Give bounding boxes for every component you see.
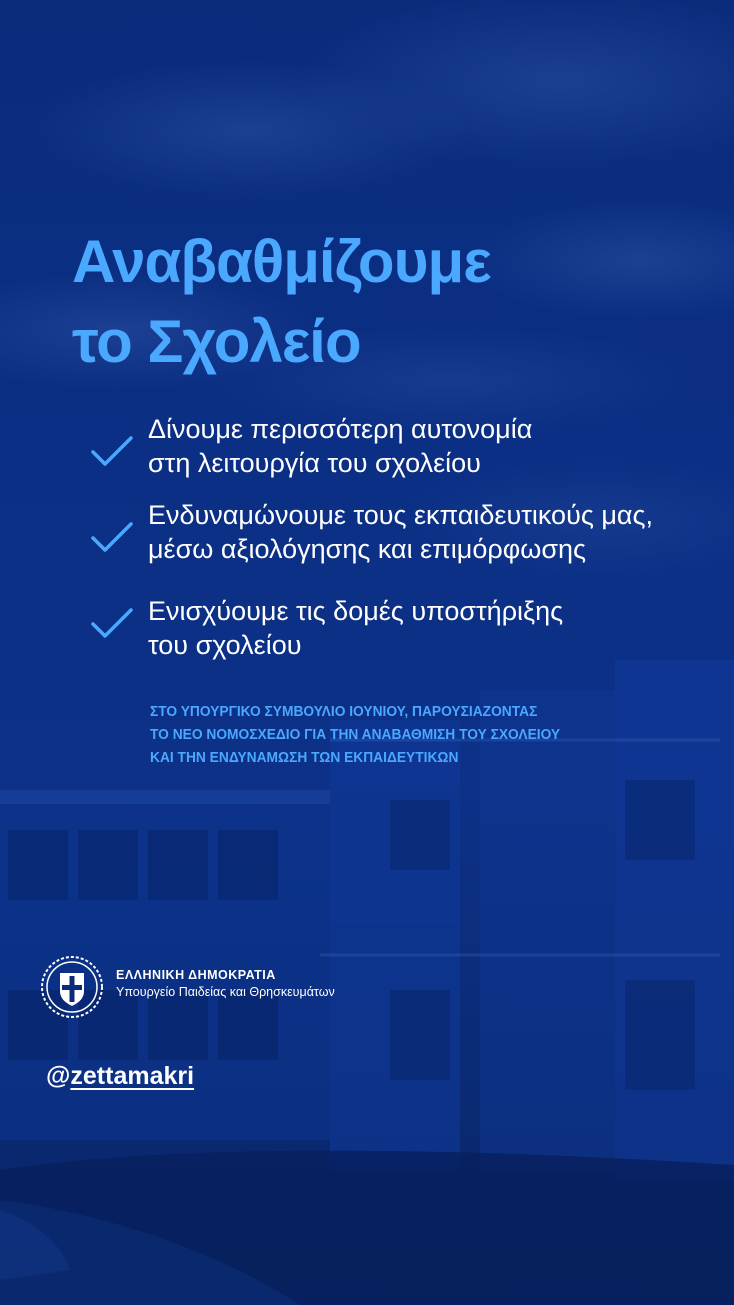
ministry-label [116,968,335,999]
ministry-line-1: ΕΛΛΗΝΙΚΗ ΔΗΜΟΚΡΑΤΙΑ [116,968,276,982]
title-line-1: Αναβαθμίζουμε [72,228,491,295]
check-icon [90,434,134,470]
list-item-line: Δίνουμε περισσότερη αυτονομία [148,414,533,444]
list-item-text [148,594,563,662]
list-item-line: Ενδυναμώνουμε τους εκπαιδευτικούς μας, [148,500,654,530]
list-item-line: μέσω αξιολόγησης και επιμόρφωσης [148,534,587,564]
caption-line: ΣΤΟ ΥΠΟΥΡΓΙΚΟ ΣΥΜΒΟΥΛΙΟ ΙΟΥΝΙΟΥ, ΠΑΡΟΥΣΙΑΖΟΝΤΑΣ [150,704,538,720]
list-item-line: του σχολείου [148,630,302,660]
title-line-2: το Σχολείο [72,308,361,375]
mention-username[interactable]: zettamakri [70,1062,195,1090]
check-icon [90,520,134,556]
mention-at: @ [46,1062,71,1090]
caption-line: ΚΑΙ ΤΗΝ ΕΝΔΥΝΑΜΩΣΗ ΤΩΝ ΕΚΠΑΙΔΕΥΤΙΚΩΝ [150,750,459,766]
ministry-line-2: Υπουργείο Παιδείας και Θρησκευμάτων [116,985,335,999]
hellenic-republic-emblem-icon [40,955,104,1019]
check-icon [90,606,134,642]
mention-sticker[interactable] [46,1062,194,1091]
list-item-line: Ενισχύουμε τις δομές υποστήριξης [148,596,564,626]
caption-line: ΤΟ ΝΕΟ ΝΟΜΟΣΧΕΔΙΟ ΓΙΑ ΤΗΝ ΑΝΑΒΑΘΜΙΣΗ ΤΟΥ ΣΧΟΛΕΙΟΥ [150,727,561,743]
caption [150,701,560,770]
page-title [72,222,491,382]
list-item-text [148,498,653,566]
list-item-line: στη λειτουργία του σχολείου [148,448,481,478]
list-item-text [148,412,532,480]
